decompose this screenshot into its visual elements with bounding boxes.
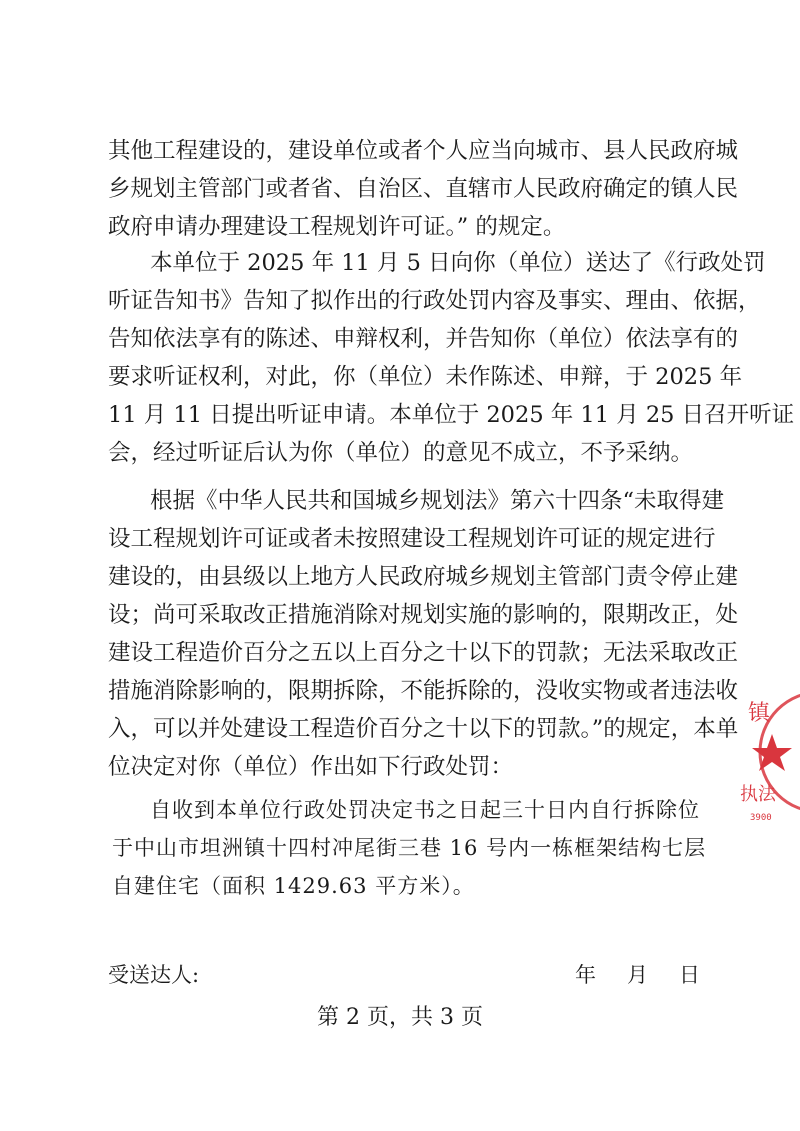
text-line: 其他工程建设的，建设单位或者个人应当向城市、县人民政府城 [108,138,739,164]
official-seal [740,690,800,820]
date-fields [575,960,700,990]
text-line: 建设的，由县级以上地方人民政府城乡规划主管部门责令停止建 [108,564,739,590]
text-line: 告知依法享有的陈述、申辩权利，并告知你（单位）依法享有的 [108,326,739,352]
text-line: 设；尚可采取改正措施消除对规划实施的影响的，限期改正，处 [108,602,739,628]
text-line: 11 月 11 日提出听证申请。本单位于 2025 年 11 月 25 日召开听证 [108,402,795,428]
seal-text-top: 镇 [748,701,771,726]
text-line: 听证告知书》告知了拟作出的行政处罚内容及事实、理由、依据， [108,288,761,314]
month-label: 月 [627,963,648,987]
recipient-label: 受送达人: [108,963,200,987]
page-number: 第 2 页，共 3 页 [317,1005,483,1030]
text-line: 乡规划主管部门或者省、自治区、直辖市人民政府确定的镇人民 [108,176,739,202]
text-line: 入，可以并处建设工程造价百分之十以下的罚款。”的规定，本单 [108,716,739,742]
day-label: 日 [679,963,700,987]
text-line: 自收到本单位行政处罚决定书之日起三十日内自行拆除位 [150,798,700,822]
star-icon [752,734,792,771]
seal-text-bottom: 执法 [740,784,776,805]
text-line: 自建住宅（面积 1429.63 平方米）。 [112,874,475,898]
text-line: 位决定对你（单位）作出如下行政处罚： [108,754,514,780]
text-line: 会，经过听证后认为你（单位）的意见不成立，不予采纳。 [108,440,694,466]
text-line: 要求听证权利，对此，你（单位）未作陈述、申辩，于 2025 年 [108,364,743,390]
text-line: 建设工程造价百分之五以上百分之十以下的罚款；无法采取改正 [108,640,739,666]
text-line: 设工程规划许可证或者未按照建设工程规划许可证的规定进行 [108,526,716,552]
year-label: 年 [575,963,596,987]
seal-digits: 3900 [750,813,772,820]
text-line: 根据《中华人民共和国城乡规划法》第六十四条“未取得建 [150,488,725,514]
text-line: 措施消除影响的，限期拆除，不能拆除的，没收实物或者违法收 [108,678,739,704]
text-line: 本单位于 2025 年 11 月 5 日向你（单位）送达了《行政处罚 [150,250,766,276]
text-line: 于中山市坦洲镇十四村冲尾街三巷 16 号内一栋框架结构七层 [112,836,707,860]
text-line: 政府申请办理建设工程规划许可证。” 的规定。 [108,214,566,240]
